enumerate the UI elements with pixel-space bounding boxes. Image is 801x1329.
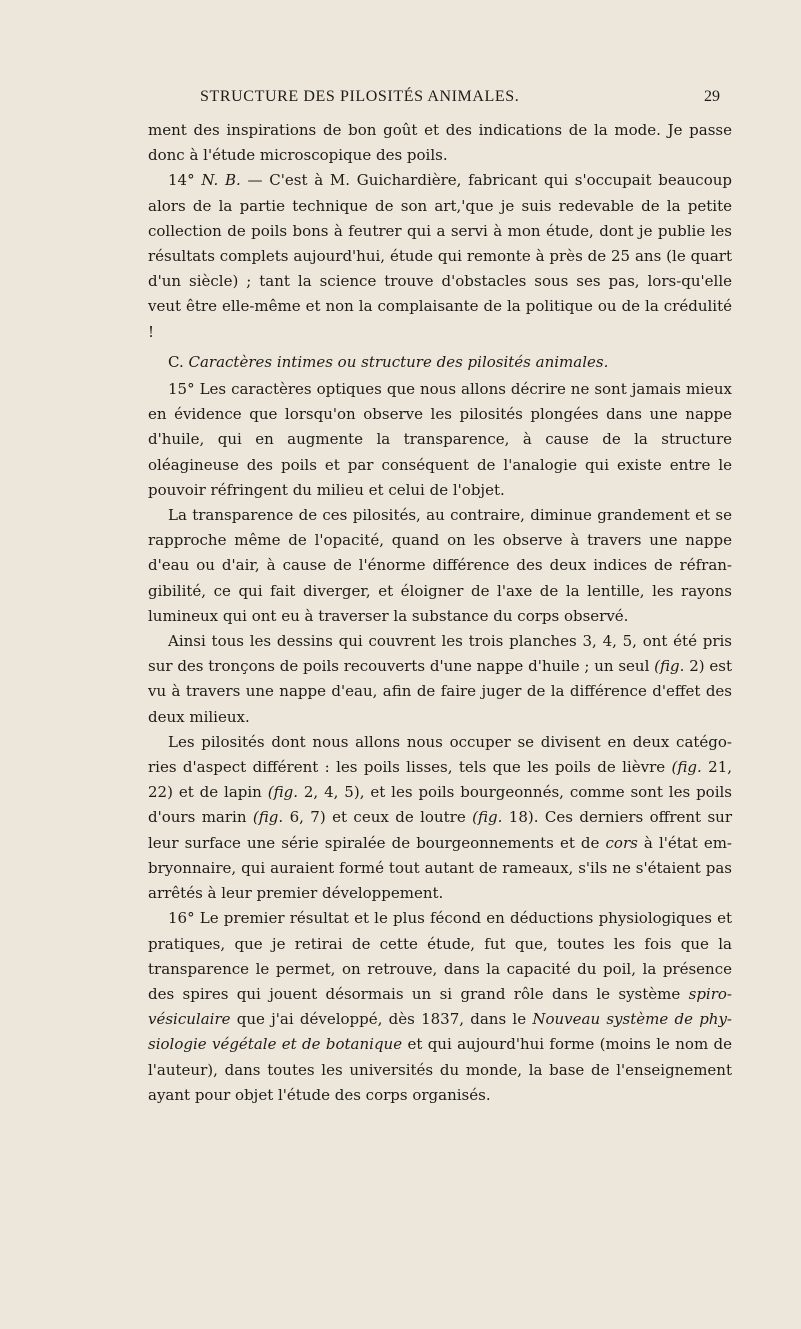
paragraph-16: 16° Le premier résultat et le plus fécond en déductions physiologiques et pratiques, que je retirai de cette étude, fut que, toutes les fois que la transparence le permet, on retrouve, dans la capacité du poil, la présence des spires qui jouent désormais un si grand rôle dans le système spiro-vésiculaire que j'ai développé, dès 1837, dans le Nouveau système de phy-siologie végétale et de botanique et qui aujourd'hui forme (moins le nom de l'auteur), dans toutes les universités du monde, la base de l'enseignement ayant pour objet l'étude des corps organisés.	[148, 909, 732, 1104]
paragraph-continuation: ment des inspirations de bon goût et des indications de la mode. Je passe donc à l'étude microscopique des poils.	[148, 121, 732, 165]
section-heading: C. Caractères intimes ou structure des pilosités animales.	[168, 352, 609, 371]
section-heading-title: Caractères intimes ou structure des pilosités animales.	[188, 352, 609, 371]
body-text	[148, 118, 732, 1108]
nota-bene-label: N. B.	[201, 171, 241, 190]
running-title: STRUCTURE DES PILOSITÉS ANIMALES.	[200, 88, 520, 105]
paragraph-dessins: Ainsi tous les dessins qui couvrent les trois planches 3, 4, 5, ont été pris sur des tronçons de poils recouverts d'une nappe d'huile ; un seul (fig. 2) est vu à travers une nappe d'eau, afin de faire juger de la différence d'effet des deux milieux.	[148, 632, 732, 726]
paragraph-categories: Les pilosités dont nous allons nous occuper se divisent en deux catégo-ries d'aspect différent : les poils lisses, tels que les poils de lièvre (fig. 21, 22) et de lapin (fig. 2, 4, 5), et les poils bourgeonnés, comme sont les poils d'ours marin (fig. 6, 7) et ceux de loutre (fig. 18). Ces derniers offrent sur leur surface une série spiralée de bourgeonnements et de cors à l'état em-bryonnaire, qui auraient formé tout autant de rameaux, s'ils ne s'étaient pas arrêtés à leur premier développement.	[148, 732, 733, 903]
page-number: 29	[704, 88, 720, 105]
paragraph-15: 15° Les caractères optiques que nous allons décrire ne sont jamais mieux en évidence que lorsqu'on observe les pilosités plongées dans une nappe d'huile, qui en augmente la transparence, à cause de la structure oléagineuse des poils et par conséquent de l'analogie qui existe entre le pouvoir réfringent du milieu et celui de l'objet.	[148, 380, 732, 499]
running-head	[140, 88, 720, 112]
book-title: Nouveau système de phy-siologie végétale et de botanique	[148, 1010, 732, 1054]
paragraph-14: 14° N. B. — C'est à M. Guichardière, fabricant qui s'occupait beaucoup alors de la partie technique de son art,'que je suis redevable de la petite collection de poils bons à feutrer qui a servi à mon étude, dont je publie les résultats complets aujourd'hui, étude qui remonte à près de 25 ans (le quart d'un siècle) ; tant la science trouve d'obstacles sous ses pas, lors-qu'elle veut être elle-même et non la complaisante de la politique ou de la crédulité !	[148, 171, 733, 341]
paragraph-transparence: La transparence de ces pilosités, au contraire, diminue grandement et se rapproche même de l'opacité, quand on les observe à travers une nappe d'eau ou d'air, à cause de l'énorme différence des deux indices de réfran-gibilité, ce qui fait diverger, et éloigner de l'axe de la lentille, les rayons lumineux qui ont eu à traverser la substance du corps observé.	[148, 506, 732, 625]
